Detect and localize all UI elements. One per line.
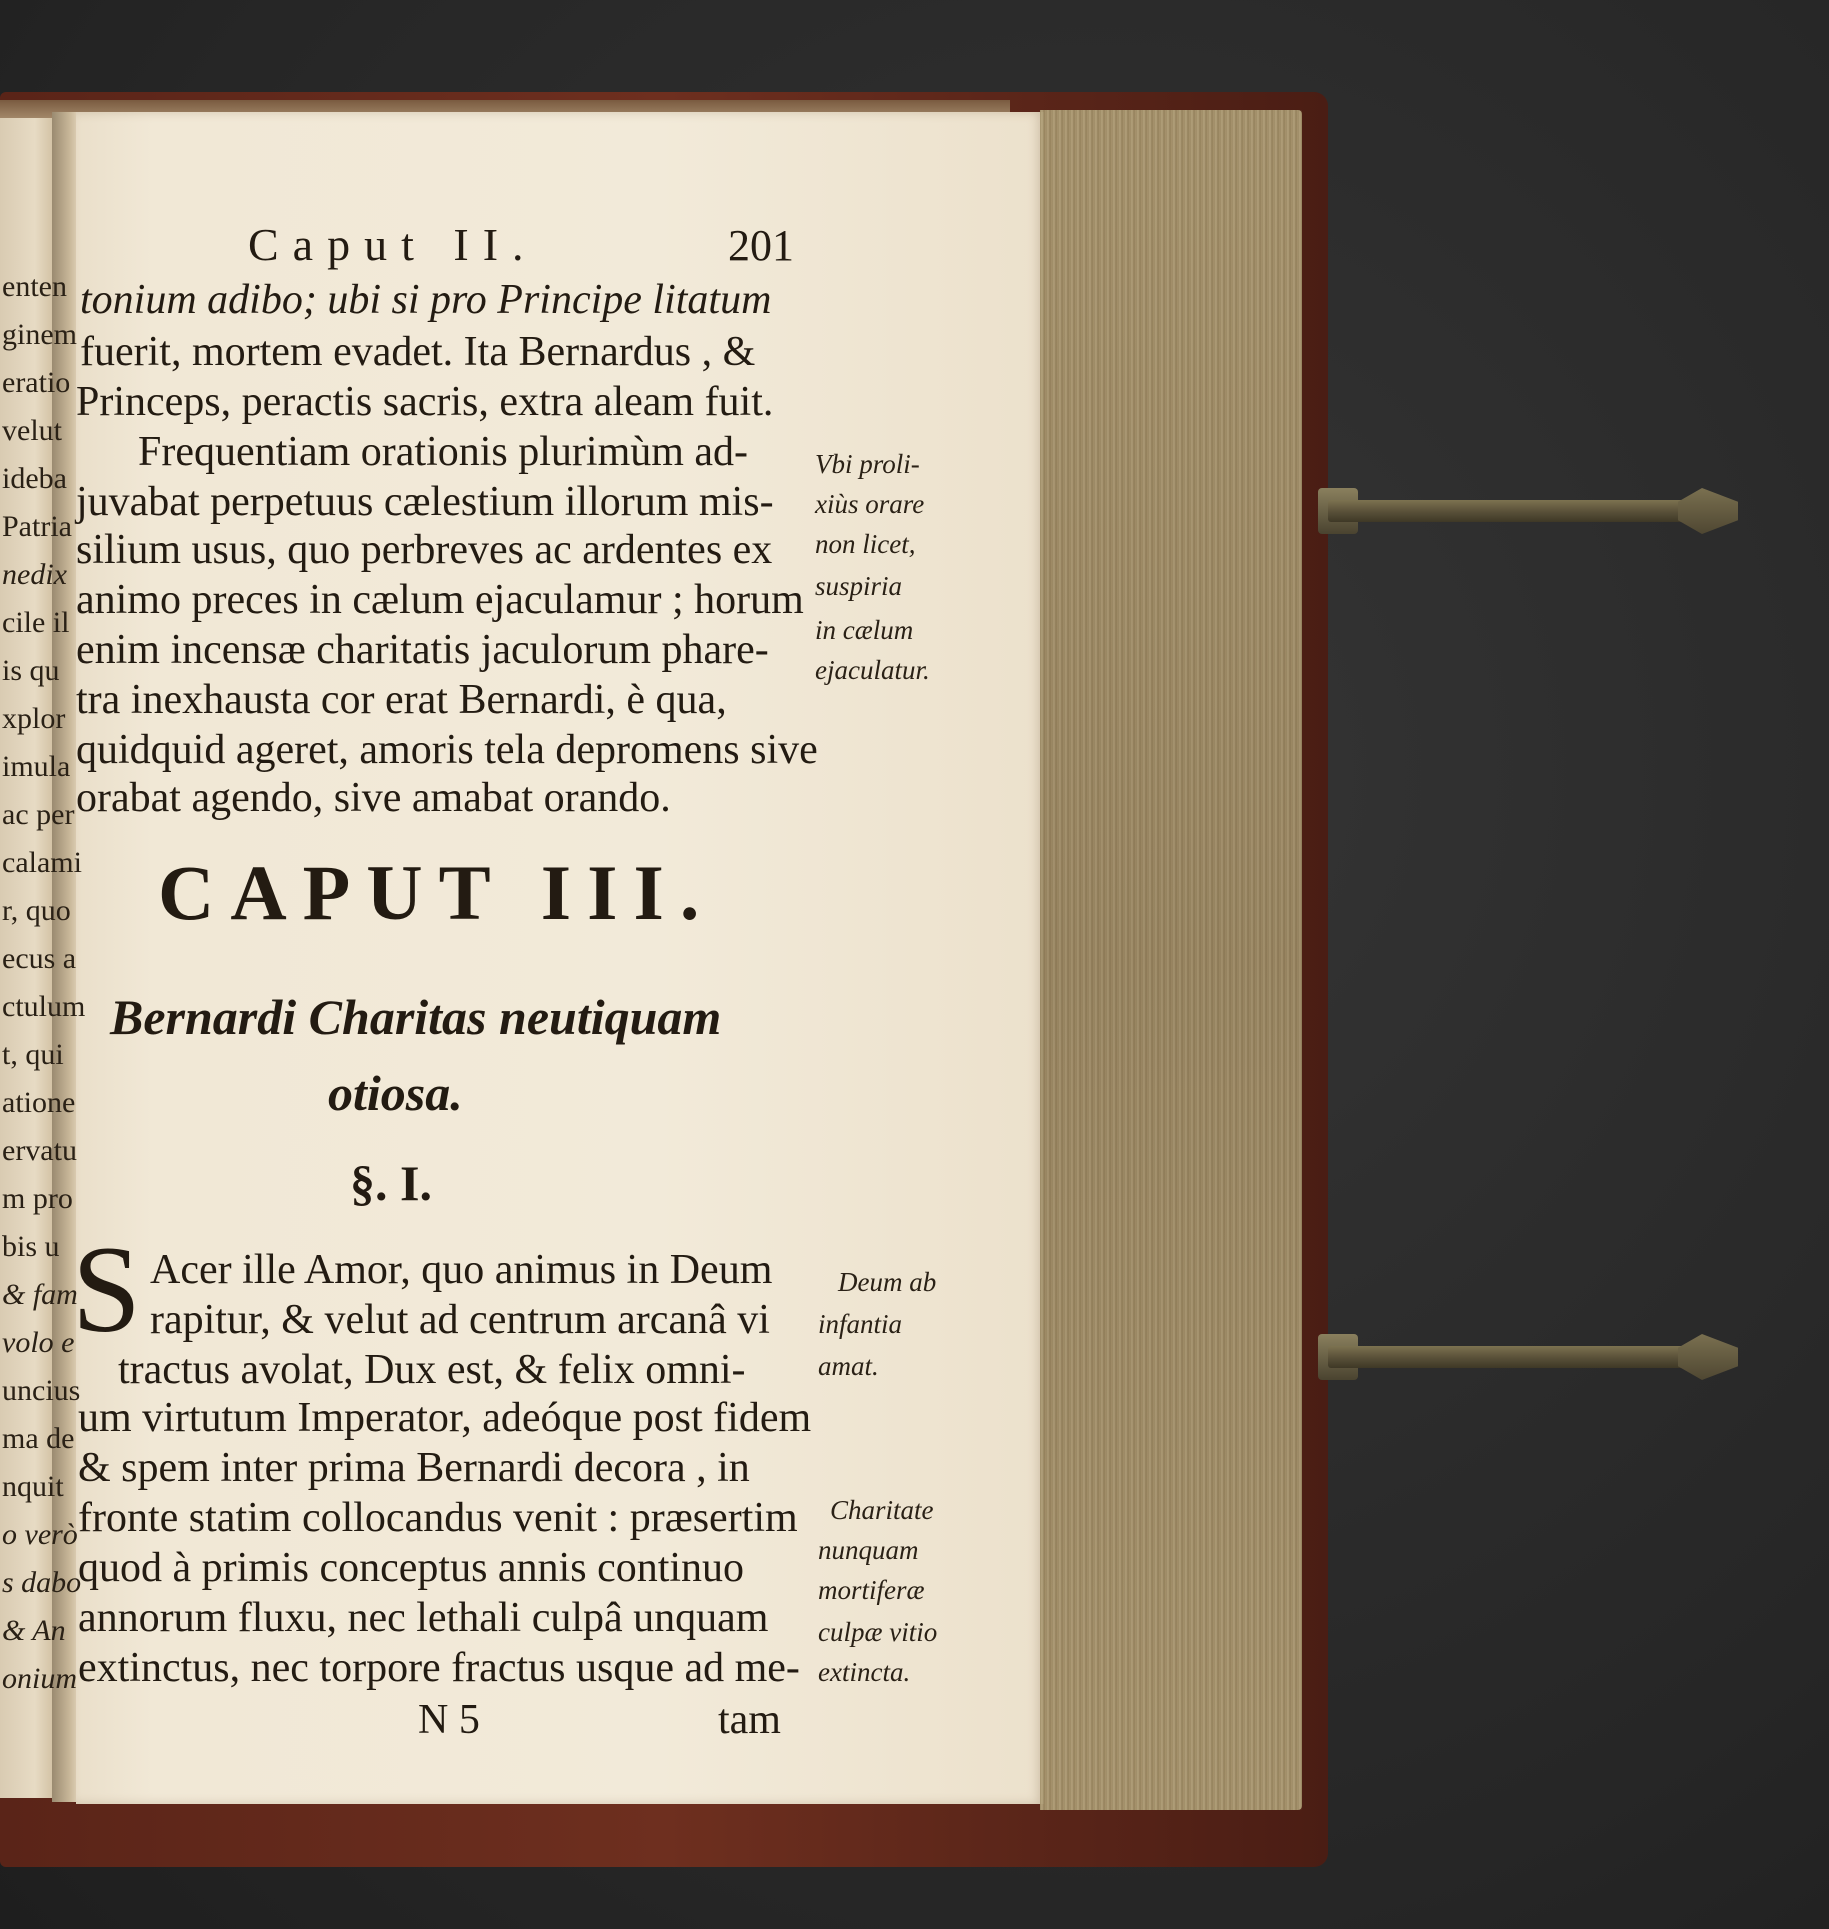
margin-line: Charitate <box>830 1495 934 1525</box>
text-line: Frequentiam orationis plurimùm ad- <box>138 429 749 475</box>
text-line: extinctus, nec torpore fractus usque ad me- <box>78 1645 800 1691</box>
catchword: tam <box>718 1697 781 1743</box>
clasp-tip <box>1678 1334 1738 1380</box>
margin-line: suspiria <box>815 571 903 601</box>
left-fragment: imula <box>2 750 71 783</box>
left-fragment: calami <box>2 846 82 879</box>
left-fragment: t, qui <box>2 1038 64 1071</box>
clasp-tip <box>1678 488 1738 534</box>
left-fragment: & An <box>2 1614 66 1647</box>
text-line: fronte statim collocandus venit : præsertim <box>78 1495 798 1541</box>
text-line: animo preces in cælum ejaculamur ; horum <box>76 577 804 623</box>
page-block-shade <box>1040 110 1302 1810</box>
text-line: annorum fluxu, nec lethali culpâ unquam <box>78 1595 769 1641</box>
left-fragment: bis u <box>2 1230 60 1263</box>
left-fragment: ervatu <box>2 1134 77 1167</box>
left-fragment: ginem <box>2 318 77 351</box>
text-line: orabat agendo, sive amabat orando. <box>76 775 671 821</box>
margin-line: Deum ab <box>838 1267 937 1297</box>
left-fragment: is qu <box>2 654 60 687</box>
text-line: tra inexhausta cor erat Bernardi, è qua, <box>76 677 727 723</box>
left-fragment: Patria <box>2 510 72 543</box>
text-line: fuerit, mortem evadet. Ita Bernardus , & <box>80 329 756 375</box>
left-fragment: enten <box>2 270 67 303</box>
chapter-subtitle-continued: otiosa. <box>328 1065 463 1121</box>
clasp-bar <box>1328 500 1688 522</box>
left-fragment: m pro <box>2 1182 73 1215</box>
upper-clasp <box>1328 488 1748 534</box>
text-line: tractus avolat, Dux est, & felix omni- <box>118 1347 746 1393</box>
margin-line: xiùs orare <box>815 489 925 519</box>
left-fragment: onium <box>2 1662 77 1695</box>
page-number: 201 <box>728 221 794 270</box>
left-fragment: ctulum <box>2 990 86 1023</box>
text-line: quidquid ageret, amoris tela depromens sive <box>76 727 818 773</box>
left-fragment: r, quo <box>2 894 71 927</box>
left-fragment: nedix <box>2 558 67 591</box>
left-fragment: atione <box>2 1086 76 1119</box>
text-line: juvabat perpetuus cælestium illorum mis- <box>76 479 774 525</box>
left-fragment: ideba <box>2 462 67 495</box>
text-line: tonium adibo; ubi si pro Principe litatum <box>80 277 772 323</box>
left-fragment: velut <box>2 414 62 447</box>
left-fragment: o verò <box>2 1518 78 1551</box>
left-fragment: ac per <box>2 798 75 831</box>
text-line: quod à primis conceptus annis continuo <box>78 1545 745 1591</box>
left-fragment: nquit <box>2 1470 64 1503</box>
text-line: & spem inter prima Bernardi decora , in <box>78 1445 750 1491</box>
text-line: silium usus, quo perbreves ac ardentes ex <box>76 527 773 573</box>
section-mark: §. I. <box>350 1155 432 1211</box>
chapter-subtitle: Bernardi Charitas neutiquam <box>110 989 722 1045</box>
lower-clasp <box>1328 1334 1748 1380</box>
text-line: um virtutum Imperator, adeóque post fidem <box>78 1395 812 1441</box>
left-fragment: uncius <box>2 1374 81 1407</box>
left-fragment: xplor <box>2 702 66 735</box>
left-fragment: cile il <box>2 606 70 639</box>
margin-line: infantia <box>818 1309 903 1339</box>
left-fragment: & fam <box>2 1278 78 1311</box>
margin-line: mortiferæ <box>818 1575 925 1605</box>
text-line: Acer ille Amor, quo animus in Deum <box>150 1247 773 1293</box>
margin-line: extincta. <box>818 1657 911 1687</box>
running-head: Caput II. <box>248 219 538 270</box>
margin-line: Vbi proli- <box>815 449 920 479</box>
signature-mark: N 5 <box>418 1697 480 1743</box>
text-line: rapitur, & velut ad centrum arcanâ vi <box>150 1297 770 1343</box>
margin-line: ejaculatur. <box>815 655 930 685</box>
text-line: Princeps, peractis sacris, extra aleam fuit. <box>76 379 774 425</box>
left-fragment: volo e <box>2 1326 75 1359</box>
text-line: enim incensæ charitatis jaculorum phare- <box>76 627 769 673</box>
left-fragment: ecus a <box>2 942 77 975</box>
margin-line: amat. <box>818 1351 879 1381</box>
chapter-heading: CAPUT III. <box>158 849 716 936</box>
drop-cap: S <box>72 1221 141 1358</box>
margin-line: in cælum <box>815 615 914 645</box>
margin-line: culpæ vitio <box>818 1617 938 1647</box>
left-fragment: eratio <box>2 366 71 399</box>
clasp-bar <box>1328 1346 1688 1368</box>
margin-line: nunquam <box>818 1535 919 1565</box>
left-fragment: ma de <box>2 1422 75 1455</box>
left-fragment: s dabo <box>2 1566 82 1599</box>
margin-line: non licet, <box>815 529 916 559</box>
